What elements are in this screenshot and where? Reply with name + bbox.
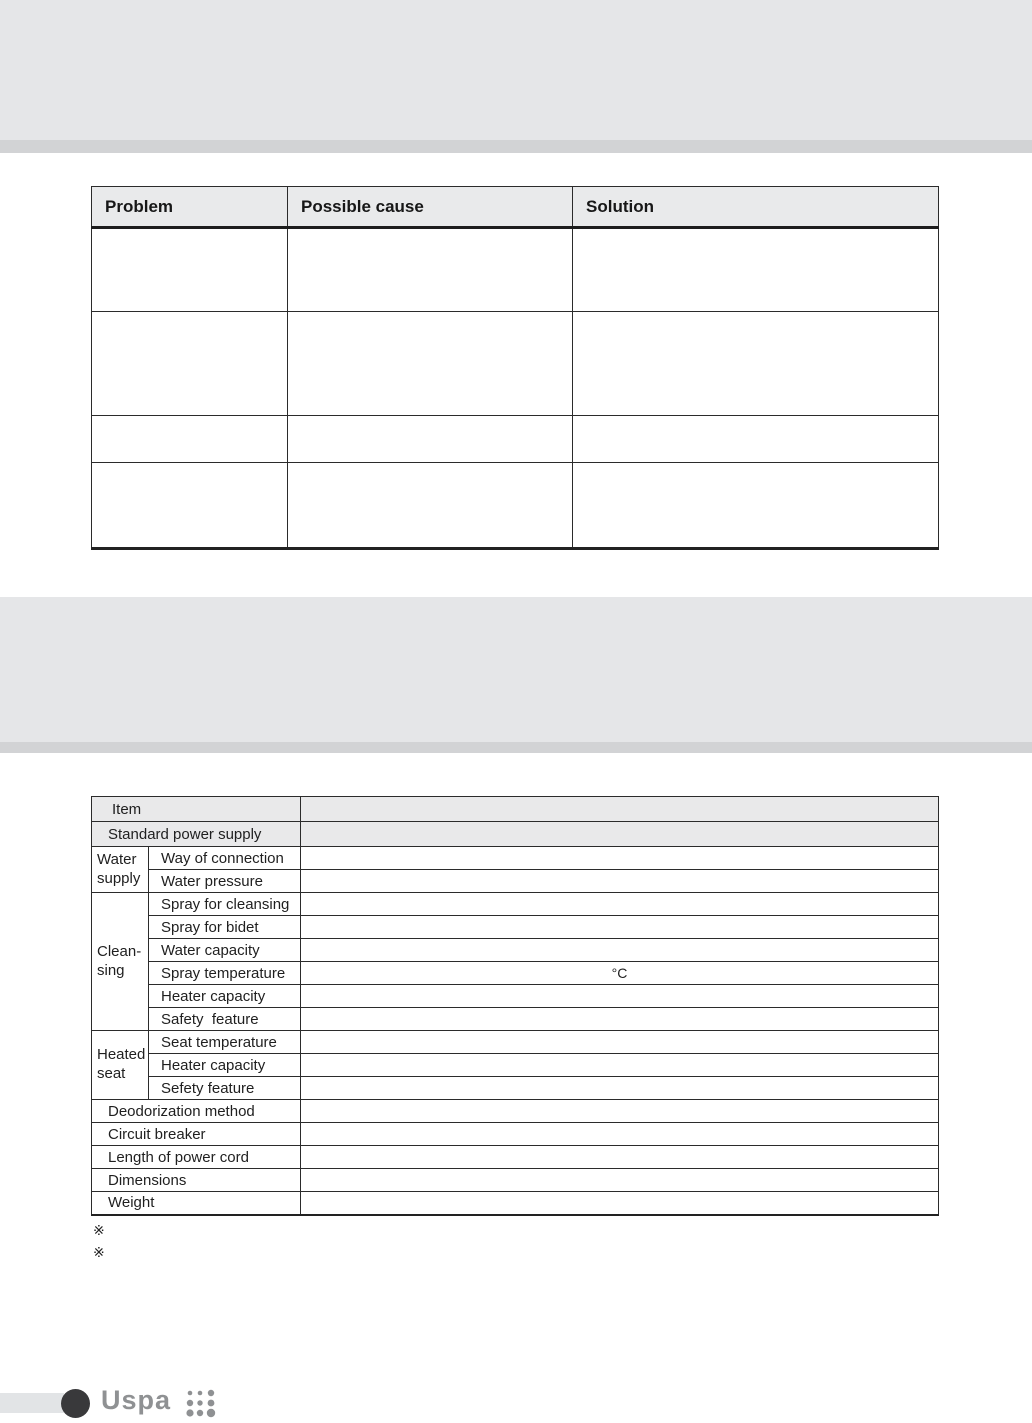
table-row xyxy=(92,1100,939,1123)
table-cell xyxy=(573,312,939,416)
column-header-solution: Solution xyxy=(573,187,939,228)
specifications-table xyxy=(91,796,939,1216)
spec-label-water-capacity: Water capacity xyxy=(149,939,301,962)
table-row xyxy=(92,1169,939,1192)
page-number-circle xyxy=(61,1389,90,1418)
table-cell xyxy=(573,228,939,312)
table-cell xyxy=(288,228,573,312)
table-cell xyxy=(573,416,939,463)
footer-page-bar xyxy=(0,1393,64,1413)
table-cell xyxy=(92,463,288,549)
top-gray-band-strip xyxy=(0,140,1032,153)
table-cell xyxy=(573,463,939,549)
column-header-possible-cause: Possible cause xyxy=(288,187,573,228)
spec-value-length-of-power-cord xyxy=(301,1146,939,1169)
spec-label-heater-capacity-cleansing: Heater capacity xyxy=(149,985,301,1008)
spec-label-spray-for-cleansing: Spray for cleansing xyxy=(149,893,301,916)
spec-value-deodorization-method xyxy=(301,1100,939,1123)
spec-value-item xyxy=(301,797,939,822)
spec-value-dimensions xyxy=(301,1169,939,1192)
spec-label-way-of-connection: Way of connection xyxy=(149,847,301,870)
spec-label-seat-temperature: Seat temperature xyxy=(149,1031,301,1054)
table-cell xyxy=(92,312,288,416)
spec-value-heater-capacity-cleansing xyxy=(301,985,939,1008)
table-row xyxy=(92,1008,939,1031)
table-cell xyxy=(288,312,573,416)
spec-label-safety-feature-seat: Sefety feature xyxy=(149,1077,301,1100)
table-row xyxy=(92,1077,939,1100)
footnote-reference-mark: ※ xyxy=(93,1244,105,1260)
table-row xyxy=(92,1123,939,1146)
spec-value-spray-for-cleansing xyxy=(301,893,939,916)
table-row xyxy=(92,797,939,822)
spec-value-water-pressure xyxy=(301,870,939,893)
spec-label-deodorization-method: Deodorization method xyxy=(92,1100,301,1123)
table-row xyxy=(92,1054,939,1077)
column-header-problem: Problem xyxy=(92,187,288,228)
spec-label-circuit-breaker: Circuit breaker xyxy=(92,1123,301,1146)
spec-label-standard-power-supply: Standard power supply xyxy=(92,822,301,847)
spec-label-spray-for-bidet: Spray for bidet xyxy=(149,916,301,939)
top-gray-band xyxy=(0,0,1032,140)
table-cell xyxy=(92,416,288,463)
table-row xyxy=(92,1192,939,1215)
table-row xyxy=(92,1031,939,1054)
spec-group-water-supply: Water supply xyxy=(92,847,149,893)
spec-value-safety-feature-seat xyxy=(301,1077,939,1100)
spec-label-spray-temperature: Spray temperature xyxy=(149,962,301,985)
table-row xyxy=(92,985,939,1008)
spec-value-spray-temperature: °C xyxy=(301,962,939,985)
spec-value-weight xyxy=(301,1192,939,1215)
spec-label-item: Item xyxy=(92,797,301,822)
spec-value-circuit-breaker xyxy=(301,1123,939,1146)
uspa-logo-text: Uspa xyxy=(101,1385,172,1415)
table-row xyxy=(92,416,939,463)
spec-label-heater-capacity-seat: Heater capacity xyxy=(149,1054,301,1077)
spec-value-way-of-connection xyxy=(301,847,939,870)
middle-gray-band xyxy=(0,597,1032,742)
spec-label-safety-feature-cleansing: Safety feature xyxy=(149,1008,301,1031)
table-row xyxy=(92,228,939,312)
spec-group-cleansing: Clean-sing xyxy=(92,893,149,1031)
spec-group-heated-seat: Heated seat xyxy=(92,1031,149,1100)
table-row xyxy=(92,870,939,893)
spec-value-seat-temperature xyxy=(301,1031,939,1054)
footnote-reference-mark: ※ xyxy=(93,1222,105,1238)
spec-value-spray-for-bidet xyxy=(301,916,939,939)
table-cell xyxy=(288,463,573,549)
table-row xyxy=(92,847,939,870)
table-row xyxy=(92,822,939,847)
spec-value-water-capacity xyxy=(301,939,939,962)
spec-label-weight: Weight xyxy=(92,1192,301,1215)
spec-label-dimensions: Dimensions xyxy=(92,1169,301,1192)
spec-label-water-pressure: Water pressure xyxy=(149,870,301,893)
troubleshooting-header-row xyxy=(92,187,939,228)
table-row xyxy=(92,916,939,939)
middle-gray-band-strip xyxy=(0,742,1032,753)
uspa-dots-logo-icon xyxy=(185,1388,219,1419)
table-row xyxy=(92,939,939,962)
spec-label-length-of-power-cord: Length of power cord xyxy=(92,1146,301,1169)
table-row xyxy=(92,312,939,416)
table-row xyxy=(92,893,939,916)
table-cell xyxy=(288,416,573,463)
troubleshooting-table xyxy=(91,186,939,550)
spec-value-heater-capacity-seat xyxy=(301,1054,939,1077)
table-row xyxy=(92,463,939,549)
spec-value-safety-feature-cleansing xyxy=(301,1008,939,1031)
table-row xyxy=(92,1146,939,1169)
footnotes xyxy=(93,1219,105,1263)
spec-value-standard-power-supply xyxy=(301,822,939,847)
table-cell xyxy=(92,228,288,312)
table-row xyxy=(92,962,939,985)
